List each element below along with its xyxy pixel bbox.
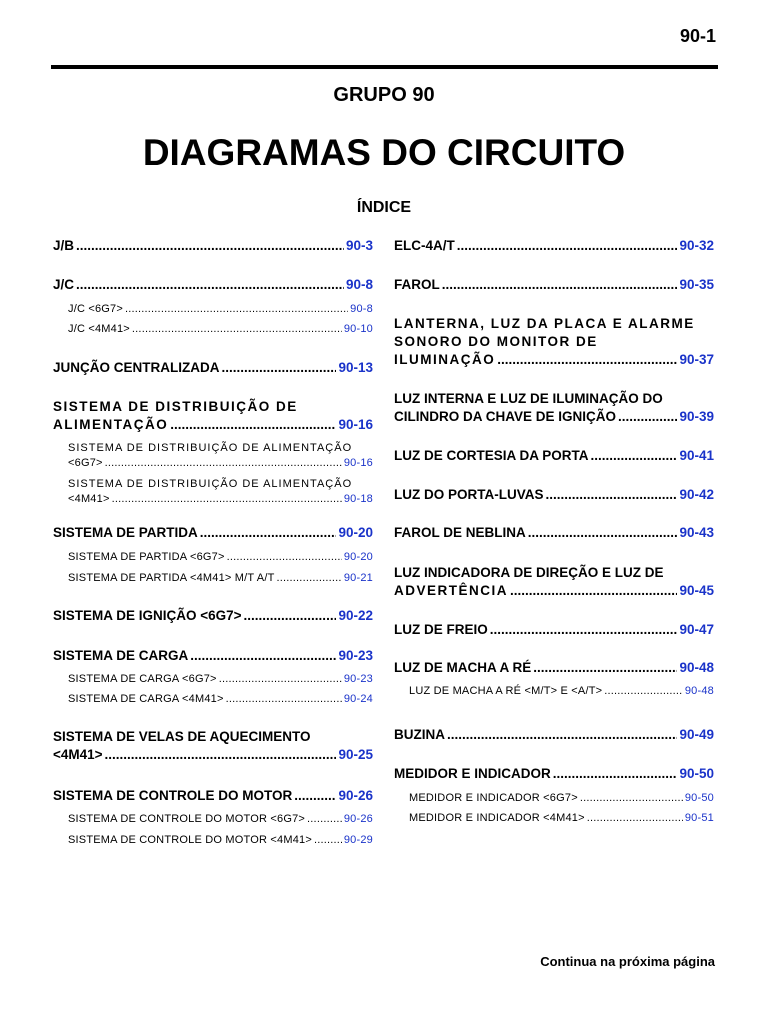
entry-page: 90-10: [343, 323, 373, 335]
entry-page: 90-8: [345, 277, 373, 292]
toc-entry-velas[interactable]: [53, 728, 373, 764]
entry-page: 90-23: [343, 673, 373, 685]
leader-dots: [528, 524, 678, 542]
entry-page: 90-16: [338, 417, 373, 432]
toc-entry-cortesia[interactable]: [394, 447, 714, 465]
leader-dots: [222, 359, 337, 377]
toc-subentry-partida-6g7[interactable]: [53, 550, 373, 565]
entry-page: 90-8: [350, 303, 373, 315]
leader-dots: [587, 811, 683, 826]
entry-page: 90-3: [345, 238, 373, 253]
leader-dots: [490, 621, 678, 639]
leader-dots: [580, 791, 683, 806]
entry-page: 90-35: [679, 277, 714, 292]
entry-label-line1: LUZ INDICADORA DE DIREÇÃO E LUZ DE: [394, 565, 664, 580]
entry-label: SISTEMA DE IGNIÇÃO <6G7>: [53, 608, 242, 623]
entry-page: 90-13: [338, 360, 373, 375]
entry-label: JUNÇÃO CENTRALIZADA: [53, 360, 220, 375]
entry-page: 90-45: [679, 583, 714, 598]
entry-label: ELC-4A/T: [394, 238, 455, 253]
leader-dots: [219, 672, 342, 687]
entry-label: MEDIDOR E INDICADOR: [394, 766, 551, 781]
entry-label: SISTEMA DE PARTIDA <4M41> M/T A/T: [68, 572, 275, 584]
leader-dots: [604, 684, 683, 699]
toc-entry-freio[interactable]: [394, 621, 714, 639]
entry-page: 90-16: [343, 457, 373, 469]
leader-dots: [618, 408, 677, 426]
entry-page: 90-47: [679, 622, 714, 637]
toc-entry-lanterna[interactable]: [394, 315, 714, 369]
toc-entry-elc[interactable]: [394, 237, 714, 255]
entry-page: 90-43: [679, 525, 714, 540]
toc-entry-juncao[interactable]: [53, 359, 373, 377]
entry-label: LUZ DE MACHA A RÉ <M/T> E <A/T>: [409, 685, 603, 697]
continue-note: Continua na próxima página: [540, 954, 715, 969]
leader-dots: [112, 492, 342, 507]
entry-label: J/C: [53, 277, 75, 292]
entry-page: 90-39: [679, 409, 714, 424]
entry-label-line1: LANTERNA, LUZ DA PLACA E ALARME: [394, 316, 695, 331]
entry-page: 90-50: [679, 766, 714, 781]
entry-label-line3: ILUMINAÇÃO: [394, 352, 496, 367]
leader-dots: [125, 302, 348, 317]
entry-label: LUZ DE MACHA A RÉ: [394, 660, 532, 675]
entry-label-line1: SISTEMA DE DISTRIBUIÇÃO DE ALIMENTAÇÃO: [68, 478, 353, 490]
leader-dots: [546, 486, 678, 504]
entry-label: MEDIDOR E INDICADOR <4M41>: [409, 812, 585, 824]
toc-entry-luz-interna[interactable]: [394, 390, 714, 426]
entry-page: 90-20: [338, 525, 373, 540]
leader-dots: [447, 726, 677, 744]
leader-dots: [132, 322, 342, 337]
entry-label: SISTEMA DE CONTROLE DO MOTOR <6G7>: [68, 813, 306, 825]
toc-entry-ignicao[interactable]: [53, 607, 373, 625]
toc-subentry-jc-6g7[interactable]: [53, 302, 373, 317]
entry-page: 90-51: [684, 812, 714, 824]
leader-dots: [105, 456, 342, 471]
entry-page: 90-26: [338, 788, 373, 803]
leader-dots: [190, 647, 336, 665]
entry-label: J/C <4M41>: [68, 323, 130, 335]
leader-dots: [76, 276, 344, 294]
entry-label: J/B: [53, 238, 75, 253]
entry-page: 90-20: [343, 551, 373, 563]
leader-dots: [76, 237, 344, 255]
entry-page: 90-29: [343, 834, 373, 846]
toc-subentry-distribuicao-6g7[interactable]: [53, 441, 373, 471]
toc-subentry-motor-4m41[interactable]: [53, 833, 373, 848]
leader-dots: [457, 237, 678, 255]
entry-label: LUZ DE CORTESIA DA PORTA: [394, 448, 589, 463]
entry-page: 90-21: [343, 572, 373, 584]
page-title: DIAGRAMAS DO CIRCUITO: [142, 132, 626, 173]
toc-entry-direcao[interactable]: [394, 564, 714, 600]
leader-dots: [227, 550, 342, 565]
toc-entry-porta-luvas[interactable]: [394, 486, 714, 504]
entry-label-line2: <4M41>: [53, 747, 103, 762]
entry-label-line1: SISTEMA DE DISTRIBUIÇÃO DE ALIMENTAÇÃO: [68, 442, 353, 454]
entry-label-line2: SONORO DO MONITOR DE: [394, 334, 598, 349]
entry-label: MEDIDOR E INDICADOR <6G7>: [409, 792, 578, 804]
header-rule: [51, 65, 718, 69]
entry-label-line2: <6G7>: [68, 457, 103, 469]
toc-subentry-re-mt-at[interactable]: [394, 684, 714, 699]
entry-label-line1: SISTEMA DE DISTRIBUIÇÃO DE: [53, 399, 298, 414]
entry-label: LUZ DE FREIO: [394, 622, 488, 637]
toc-subentry-carga-6g7[interactable]: [53, 672, 373, 687]
toc-entry-carga[interactable]: [53, 647, 373, 665]
entry-label: SISTEMA DE CARGA: [53, 648, 189, 663]
entry-page: 90-25: [338, 747, 373, 762]
entry-page: 90-48: [679, 660, 714, 675]
leader-dots: [294, 787, 336, 805]
entry-page: 90-41: [679, 448, 714, 463]
leader-dots: [553, 765, 678, 783]
entry-label-line2: ADVERTÊNCIA: [394, 583, 509, 598]
entry-page: 90-22: [338, 608, 373, 623]
leader-dots: [200, 524, 337, 542]
leader-dots: [510, 582, 677, 600]
index-heading: ÍNDICE: [356, 199, 412, 216]
toc-entry-farol[interactable]: [394, 276, 714, 294]
entry-label: LUZ DO PORTA-LUVAS: [394, 487, 544, 502]
entry-label-line2: CILINDRO DA CHAVE DE IGNIÇÃO: [394, 409, 617, 424]
toc-subentry-jc-4m41[interactable]: [53, 322, 373, 337]
entry-page: 90-48: [684, 685, 714, 697]
toc-subentry-partida-4m41[interactable]: [53, 571, 373, 586]
page-number: 90-1: [679, 26, 716, 46]
toc-entry-distribuicao[interactable]: [53, 398, 373, 434]
entry-page: 90-23: [338, 648, 373, 663]
entry-page: 90-18: [343, 493, 373, 505]
entry-label-line1: LUZ INTERNA E LUZ DE ILUMINAÇÃO DO: [394, 391, 663, 406]
leader-dots: [591, 447, 678, 465]
toc-subentry-motor-6g7[interactable]: [53, 812, 373, 827]
leader-dots: [105, 746, 337, 764]
leader-dots: [244, 607, 337, 625]
entry-label: BUZINA: [394, 727, 445, 742]
entry-label: SISTEMA DE PARTIDA <6G7>: [68, 551, 225, 563]
entry-label: SISTEMA DE CONTROLE DO MOTOR <4M41>: [68, 834, 312, 846]
entry-label: FAROL DE NEBLINA: [394, 525, 526, 540]
leader-dots: [314, 833, 342, 848]
entry-label: J/C <6G7>: [68, 303, 123, 315]
toc-subentry-distribuicao-4m41[interactable]: [53, 477, 373, 507]
toc-entry-jc[interactable]: [53, 276, 373, 294]
toc-entry-medidor[interactable]: [394, 765, 714, 783]
entry-page: 90-50: [684, 792, 714, 804]
leader-dots: [226, 692, 342, 707]
entry-page: 90-37: [679, 352, 714, 367]
leader-dots: [442, 276, 678, 294]
entry-label: FAROL: [394, 277, 440, 292]
entry-label: SISTEMA DE PARTIDA: [53, 525, 198, 540]
entry-page: 90-42: [679, 487, 714, 502]
entry-page: 90-26: [343, 813, 373, 825]
leader-dots: [533, 659, 677, 677]
entry-page: 90-24: [343, 693, 373, 705]
entry-label: SISTEMA DE CONTROLE DO MOTOR: [53, 788, 293, 803]
entry-label-line2: ALIMENTAÇÃO: [53, 417, 169, 432]
entry-label: SISTEMA DE CARGA <4M41>: [68, 693, 224, 705]
leader-dots: [497, 351, 677, 369]
toc-entry-partida[interactable]: [53, 524, 373, 542]
toc-entry-neblina[interactable]: [394, 524, 714, 542]
toc-entry-motor[interactable]: [53, 787, 373, 805]
group-title: GRUPO 90: [333, 84, 435, 106]
entry-page: 90-49: [679, 727, 714, 742]
entry-label-line1: SISTEMA DE VELAS DE AQUECIMENTO: [53, 729, 311, 744]
toc-subentry-carga-4m41[interactable]: [53, 692, 373, 707]
entry-label-line2: <4M41>: [68, 493, 110, 505]
toc-entry-buzina[interactable]: [394, 726, 714, 744]
toc-entry-jb[interactable]: [53, 237, 373, 255]
toc-entry-re[interactable]: [394, 659, 714, 677]
entry-page: 90-32: [679, 238, 714, 253]
leader-dots: [307, 812, 342, 827]
leader-dots: [170, 416, 336, 434]
toc-subentry-medidor-6g7[interactable]: [394, 791, 714, 806]
leader-dots: [277, 571, 342, 586]
entry-label: SISTEMA DE CARGA <6G7>: [68, 673, 217, 685]
toc-subentry-medidor-4m41[interactable]: [394, 811, 714, 826]
